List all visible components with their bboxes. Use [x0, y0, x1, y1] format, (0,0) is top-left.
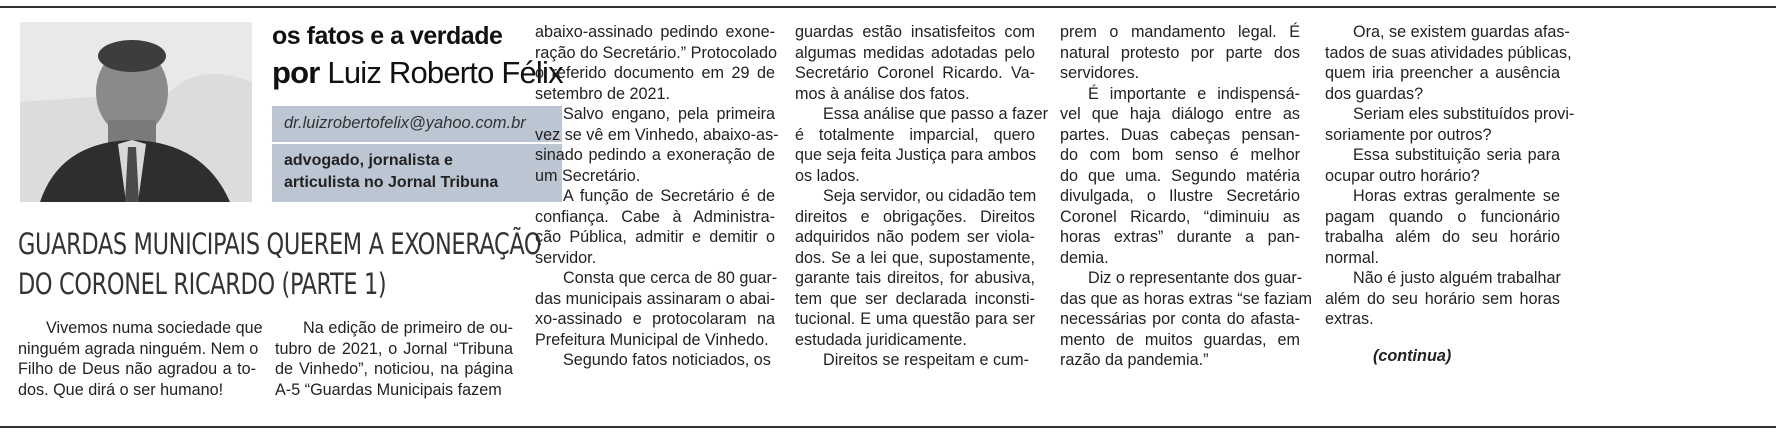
text-line: partes. Duas cabeças pensan-	[1060, 125, 1300, 144]
text-line: necessárias por conta do afasta-	[1060, 310, 1300, 328]
text-line: A função de Secretário é de	[563, 187, 775, 205]
text-line: abaixo-assinado pedindo exone-	[535, 23, 775, 41]
text-line: Seriam eles substituídos provi-	[1353, 105, 1575, 123]
text-line: Prefeitura Municipal de Vinhedo.	[535, 330, 769, 349]
text-line: de Vinhedo”, noticiou, na página	[275, 360, 513, 378]
text-line: pagam quando o funcionário	[1325, 207, 1560, 226]
paragraph	[1325, 22, 1572, 104]
text-line: xo-assinado e protocolaram na	[535, 310, 775, 328]
text-line: das municipais assinaram o abai-	[535, 289, 776, 308]
paragraph	[1325, 104, 1575, 145]
text-line: Filho de Deus não agradou a to-	[18, 360, 256, 378]
paragraph	[535, 186, 775, 268]
text-line: Não é justo alguém trabalhar	[1353, 269, 1561, 287]
text-line: tem que ser declarada inconsti-	[795, 289, 1035, 308]
byline	[272, 55, 572, 91]
text-line: dos guardas?	[1325, 84, 1424, 103]
paragraph	[1060, 22, 1300, 84]
paragraph	[535, 350, 775, 371]
text-line: vel que haja diálogo entre as	[1060, 105, 1300, 123]
text-line: Ora, se existem guardas afas-	[1353, 23, 1570, 41]
text-line: ração do Secretário.” Protocolado	[535, 43, 778, 62]
paragraph	[1325, 186, 1560, 268]
text-line: confiança. Cabe à Administra-	[535, 207, 775, 226]
paragraph	[795, 22, 1035, 104]
text-line: que seja feita Justiça para ambos	[795, 146, 1037, 164]
text-line: tubro de 2021, o Jornal “Tribuna	[275, 339, 513, 358]
info-divider	[272, 142, 562, 144]
paragraph	[1060, 84, 1300, 269]
column-title: os fatos e a verdade	[272, 22, 503, 50]
paragraph	[1060, 268, 1312, 371]
top-rule	[0, 6, 1776, 8]
text-line: algumas medidas adotadas pelo	[795, 43, 1035, 62]
text-line: dos. Se a lei que, supostamente,	[795, 248, 1035, 267]
text-line: servidor.	[535, 248, 597, 267]
text-line: ocupar outro horário?	[1325, 166, 1480, 185]
text-line: além do seu horário sem horas	[1325, 289, 1560, 308]
text-column-4	[795, 22, 1048, 371]
author-photo	[20, 22, 252, 202]
text-line: ção Pública, admitir e demitir o	[535, 228, 775, 246]
headline-line: DO CORONEL RICARDO (PARTE 1)	[18, 267, 387, 301]
text-line: direitos e obrigações. Direitos	[795, 207, 1035, 226]
text-line: divulgada, o Ilustre Secretário	[1060, 187, 1300, 205]
text-line: Salvo engano, pela primeira	[563, 105, 775, 123]
text-line: mento de muitos guardas, em	[1060, 330, 1300, 349]
text-line: o referido documento em 29 de	[535, 64, 775, 82]
text-line: natural protesto por parte dos	[1060, 43, 1300, 62]
text-line: estudada juridicamente.	[795, 330, 967, 349]
text-column-5	[1060, 22, 1312, 371]
text-line: mos à análise dos fatos.	[795, 84, 970, 103]
text-line: prem o mandamento legal. É	[1060, 23, 1300, 41]
author-info-box	[272, 106, 562, 202]
paragraph	[535, 104, 779, 186]
paragraph	[795, 104, 1048, 186]
text-line: Vivemos numa sociedade que	[46, 319, 263, 337]
text-line: sinado pedindo a exoneração de	[535, 146, 775, 164]
author-role	[284, 150, 554, 194]
text-line: Na edição de primeiro de ou-	[303, 319, 513, 337]
paragraph	[795, 350, 1035, 371]
text-line: vez se vê em Vinhedo, abaixo-as-	[535, 125, 779, 144]
text-line: um Secretário.	[535, 166, 641, 185]
article-headline	[18, 224, 542, 304]
text-line: trabalha além do seu horário	[1325, 228, 1560, 246]
headline-line: GUARDAS MUNICIPAIS QUEREM A EXONERAÇÃO	[18, 227, 542, 261]
text-line: garante tais direitos, for abusiva,	[795, 269, 1035, 287]
text-line: normal.	[1325, 248, 1379, 267]
text-line: do com bom senso é melhor	[1060, 146, 1300, 164]
paragraph	[18, 318, 263, 400]
text-column-1	[18, 318, 263, 400]
text-line: quem iria preencher a ausência	[1325, 64, 1560, 82]
paragraph	[535, 22, 778, 104]
text-line: horas extras” durante a pan-	[1060, 228, 1300, 246]
text-line: Essa análise que passo a fazer	[823, 105, 1048, 123]
text-line: razão da pandemia.”	[1060, 351, 1209, 369]
text-line: soriamente por outros?	[1325, 125, 1492, 144]
text-line: Horas extras geralmente se	[1353, 187, 1560, 205]
text-line: dos. Que dirá o ser humano!	[18, 380, 224, 399]
text-line: das que as horas extras “se faziam	[1060, 289, 1312, 308]
column-brand	[272, 22, 572, 91]
text-line: É importante e indispensá-	[1088, 84, 1300, 103]
text-line: Segundo fatos noticiados, os	[563, 351, 771, 369]
text-line: servidores.	[1060, 64, 1140, 82]
text-line: Diz o representante dos guar-	[1088, 269, 1303, 287]
author-role-line: articulista no Jornal Tribuna	[284, 174, 499, 191]
author-name: Luiz Roberto Félix	[327, 55, 563, 90]
text-column-3	[535, 22, 779, 371]
paragraph	[535, 268, 778, 350]
text-line: setembro de 2021.	[535, 84, 670, 103]
paragraph	[795, 186, 1035, 350]
byline-por: por	[272, 55, 320, 90]
text-column-2	[275, 318, 513, 400]
text-line: extras.	[1325, 310, 1374, 328]
text-line: Essa substituição seria para	[1353, 146, 1560, 164]
author-portrait-icon	[20, 22, 252, 202]
text-line: tados de suas atividades públicas,	[1325, 43, 1572, 62]
author-email: dr.luizrobertofelix@yahoo.com.br	[284, 114, 526, 132]
author-role-line: advogado, jornalista e	[284, 152, 453, 169]
text-line: Direitos se respeitam e cum-	[823, 351, 1030, 369]
text-column-6	[1325, 22, 1575, 366]
text-line: guardas estão insatisfeitos com	[795, 23, 1035, 41]
paragraph	[1325, 145, 1560, 186]
text-line: os lados.	[795, 166, 860, 185]
text-line: Consta que cerca de 80 guar-	[563, 269, 778, 287]
text-line: Coronel Ricardo, “diminuiu as	[1060, 207, 1300, 226]
text-line: Seja servidor, ou cidadão tem	[823, 187, 1037, 205]
text-line: é totalmente imparcial, quero	[795, 125, 1035, 144]
paragraph	[1325, 268, 1560, 330]
text-line: tucional. E uma questão para ser	[795, 310, 1035, 328]
text-line: adquiridos não podem ser viola-	[795, 228, 1035, 246]
text-line: ninguém agrada ninguém. Nem o	[18, 339, 259, 358]
paragraph	[275, 318, 513, 400]
text-line: A-5 “Guardas Municipais fazem	[275, 380, 502, 399]
bottom-rule	[0, 426, 1776, 428]
text-line: do que uma. Segundo matéria	[1060, 166, 1300, 185]
continued-note: (continua)	[1373, 346, 1452, 365]
text-line: demia.	[1060, 248, 1109, 267]
text-line: Secretário Coronel Ricardo. Va-	[795, 64, 1035, 82]
